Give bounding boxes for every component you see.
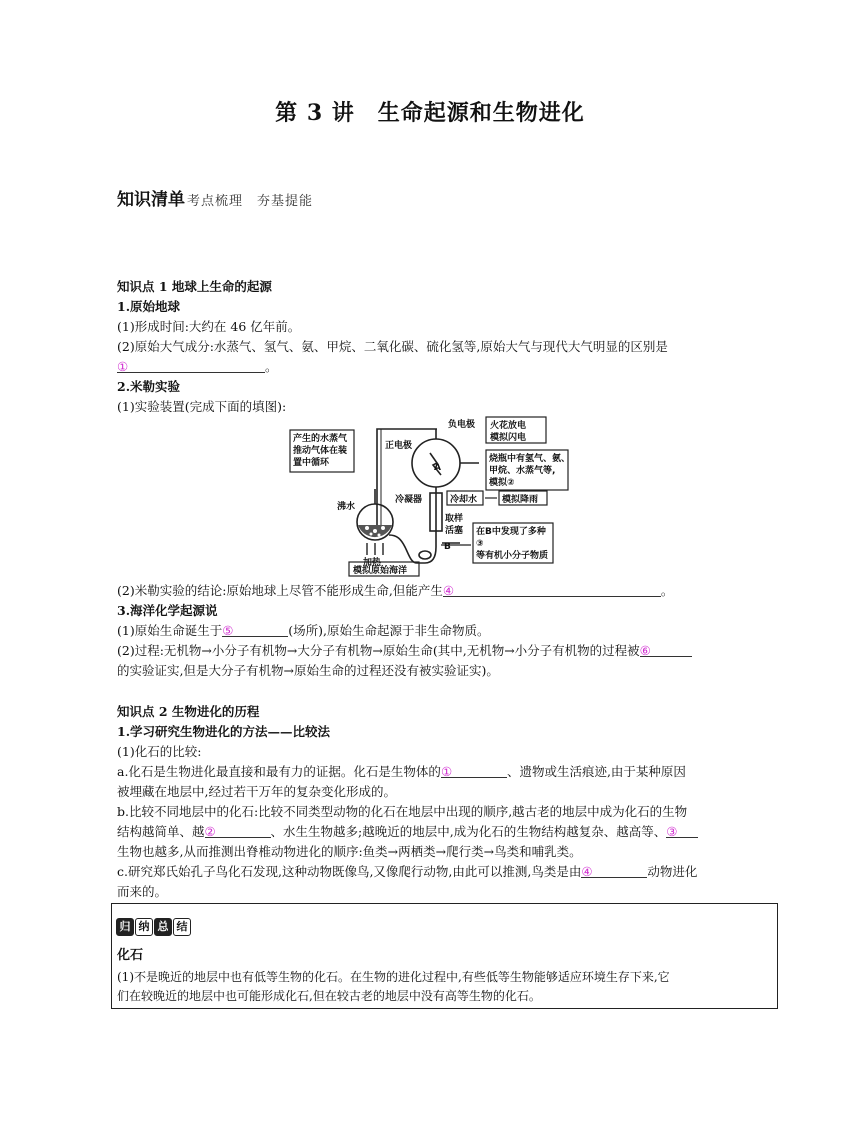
diag-sample-line2: 活塞 xyxy=(445,526,464,536)
summary-tag-char: 结 xyxy=(173,918,191,936)
kp2-c-line1 xyxy=(117,863,697,881)
diag-found-line1: 在B中发现了多种 xyxy=(476,527,546,537)
diag-found-line3: 等有机小分子物质 xyxy=(476,551,549,561)
s3-line1-text: (1)原始生命诞生于 xyxy=(117,623,223,638)
blank-6[interactable] xyxy=(640,642,692,657)
kp2-heading: 知识点 2 生物进化的历程 xyxy=(117,704,260,719)
diag-flask-line2: 甲烷、水蒸气等, xyxy=(489,466,556,476)
a-text: a.化石是生物进化最直接和最有力的证据。化石是生物体的 xyxy=(117,764,441,779)
blank-number: ② xyxy=(204,824,216,839)
conclusion-text: (2)米勒实验的结论:原始地球上尽管不能形成生命,但能产生 xyxy=(117,583,443,598)
kp2-b-line2 xyxy=(117,823,698,841)
diag-steam-line3: 置中循环 xyxy=(293,458,330,468)
summary-tag-char: 总 xyxy=(154,918,172,936)
kp1-s1-heading: 1.原始地球 xyxy=(117,299,181,314)
kp1-s3-heading: 3.海洋化学起源说 xyxy=(117,603,218,618)
c-text: c.研究郑氏始孔子鸟化石发现,这种动物既像鸟,又像爬行动物,由此可以推测,鸟类是由 xyxy=(117,864,582,879)
period: 。 xyxy=(660,583,674,598)
diag-flask-line1: 烧瓶中有氢气、氨、 xyxy=(489,454,571,464)
a-text-b: 、遗物或生活痕迹,由于某种原因 xyxy=(506,764,686,779)
blank-kp2-4[interactable] xyxy=(581,863,647,878)
diag-flask-line3: 模拟② xyxy=(489,478,515,488)
diag-spark-line2: 模拟闪电 xyxy=(490,433,527,443)
blank-number: ④ xyxy=(581,864,593,879)
diag-ocean: 模拟原始海洋 xyxy=(353,566,408,576)
c-text-b: 动物进化 xyxy=(647,864,698,879)
summary-p2: 们在较晚近的地层中也可能形成化石,但在较古老的地层中没有高等生物的化石。 xyxy=(117,989,541,1003)
s3-line2-text: (2)过程:无机物→小分子有机物→大分子有机物→原始生命(其中,无机物→小分子有机物的过程被 xyxy=(117,643,640,658)
kp2-b-line1: b.比较不同地层中的化石:比较不同类型动物的化石在地层中出现的顺序,越古老的地层中成为化石的生物 xyxy=(117,804,688,819)
kp1-s1-line1: (1)形成时间:大约在 46 亿年前。 xyxy=(117,319,301,334)
section-subtitle: 考点梳理 夯基提能 xyxy=(187,194,314,209)
blank-number: ① xyxy=(440,764,453,779)
blank-5[interactable] xyxy=(222,622,288,637)
period: 。 xyxy=(265,359,278,374)
kp2-a-line1 xyxy=(117,763,686,781)
section-header xyxy=(117,185,313,210)
blank-4[interactable] xyxy=(443,582,661,597)
kp2-b-line3: 生物也越多,从而推测出脊椎动物进化的顺序:鱼类→两栖类→爬行类→鸟类和哺乳类。 xyxy=(117,844,582,859)
kp1-s3-line1 xyxy=(117,622,489,640)
kp1-s2-line1: (1)实验装置(完成下面的填图): xyxy=(117,399,287,414)
section-label: 知识清单 xyxy=(117,190,185,210)
diag-found-line2: ③ xyxy=(476,539,484,549)
diag-steam-line1: 产生的水蒸气 xyxy=(293,434,348,444)
s3-line1-text-b: (场所),原始生命起源于非生命物质。 xyxy=(288,623,490,638)
kp1-blank1-line xyxy=(117,358,278,376)
diag-steam-line2: 推动气体在装 xyxy=(293,446,348,456)
kp1-s3-line2 xyxy=(117,642,692,660)
blank-1[interactable] xyxy=(117,358,265,373)
diag-spark-line1: 火花放电 xyxy=(490,421,527,431)
kp1-s2-line2 xyxy=(117,582,673,600)
blank-number: ⑤ xyxy=(222,623,234,638)
blank-kp2-3[interactable] xyxy=(666,823,698,838)
kp2-s1-heading: 1.学习研究生物进化的方法——比较法 xyxy=(117,724,331,739)
kp1-s3-line3: 的实验证实,但是大分子有机物→原始生命的过程还没有被实验证实)。 xyxy=(117,663,499,678)
b-text: 结构越简单、越 xyxy=(117,824,205,839)
diag-label-a: A xyxy=(434,463,441,473)
summary-p1: (1)不是晚近的地层中也有低等生物的化石。在生物的进化过程中,有些低等生物能够适应环境生存下来,它 xyxy=(117,970,670,984)
kp1-s2-heading: 2.米勒实验 xyxy=(117,379,181,394)
kp2-a-line2: 被埋藏在地层中,经过若干万年的复杂变化形成的。 xyxy=(117,784,396,799)
diag-sample-line1: 取样 xyxy=(445,514,464,524)
summary-heading: 化石 xyxy=(117,948,144,963)
summary-tag-char: 归 xyxy=(116,918,134,936)
b-text-b: 、水生生物越多;越晚近的地层中,成为化石的生物结构越复杂、越高等、 xyxy=(270,824,667,839)
kp1-heading: 知识点 1 地球上生命的起源 xyxy=(117,279,272,294)
diag-rain: 模拟降雨 xyxy=(502,495,539,505)
diag-positive-electrode: 正电极 xyxy=(385,441,413,451)
diag-negative-electrode: 负电极 xyxy=(448,420,476,430)
diag-heat: 加热 xyxy=(363,558,382,568)
blank-kp2-1[interactable] xyxy=(441,763,507,778)
page-title: 第 3 讲 生命起源和生物进化 xyxy=(275,100,585,126)
kp1-s1-line2: (2)原始大气成分:水蒸气、氢气、氨、甲烷、二氧化碳、硫化氢等,原始大气与现代大气明显的区别是 xyxy=(117,339,668,354)
blank-number: ① xyxy=(117,359,129,374)
diag-label-b: B xyxy=(444,542,451,552)
blank-number: ⑥ xyxy=(639,643,651,658)
diag-cooling-water: 冷却水 xyxy=(450,495,478,505)
diag-boiling-water: 沸水 xyxy=(337,502,356,512)
summary-tag-char: 纳 xyxy=(135,918,153,936)
miller-apparatus-diagram xyxy=(285,415,575,585)
blank-number: ④ xyxy=(442,583,455,598)
summary-tag xyxy=(116,918,192,936)
kp2-s1-sub: (1)化石的比较: xyxy=(117,744,202,759)
kp2-c-line2: 而来的。 xyxy=(117,884,168,899)
blank-kp2-2[interactable] xyxy=(205,823,271,838)
diag-condenser: 冷凝器 xyxy=(395,495,423,505)
blank-number: ③ xyxy=(666,824,678,839)
